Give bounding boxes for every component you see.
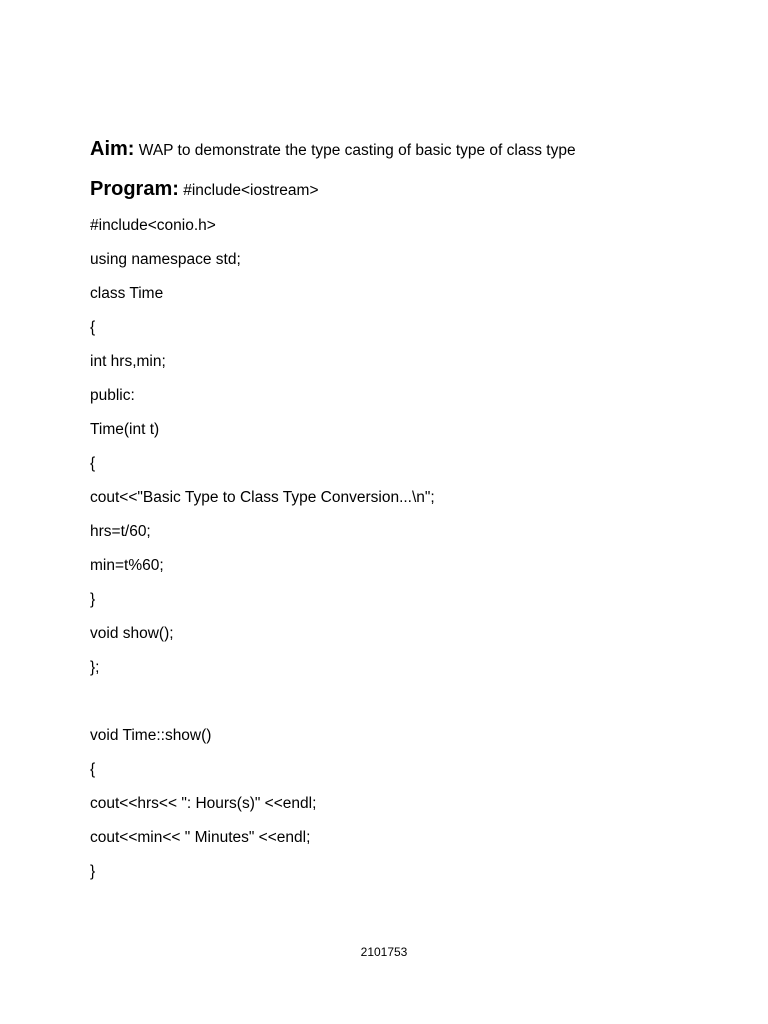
footer-roll-number: 2101753	[360, 945, 408, 959]
code-line: #include<conio.h>	[90, 217, 216, 234]
code-line: {	[90, 319, 96, 336]
code-line: }	[90, 591, 96, 608]
code-line: min=t%60;	[90, 557, 164, 574]
program-label: Program:	[90, 178, 179, 200]
code-line: using namespace std;	[90, 251, 241, 268]
code-line: cout<<"Basic Type to Class Type Conversion...\n";	[90, 489, 435, 506]
code-line: };	[90, 659, 100, 676]
aim-line	[90, 134, 710, 164]
code-line: }	[90, 863, 96, 880]
blank-line	[90, 685, 710, 719]
program-line	[90, 175, 710, 203]
code-line: cout<<min<< " Minutes" <<endl;	[90, 829, 311, 846]
code-line: cout<<hrs<< ": Hours(s)" <<endl;	[90, 795, 317, 812]
program-first-line: #include<iostream>	[178, 182, 319, 199]
aim-label: Aim:	[90, 138, 135, 160]
code-line: {	[90, 761, 96, 778]
aim-text: WAP to demonstrate the type casting of basic type of class type	[134, 142, 576, 159]
document-body	[90, 134, 710, 889]
code-block	[90, 209, 710, 889]
code-line: int hrs,min;	[90, 353, 166, 370]
code-line: void show();	[90, 625, 174, 642]
code-line: class Time	[90, 285, 164, 302]
code-line: void Time::show()	[90, 727, 212, 744]
code-line: hrs=t/60;	[90, 523, 151, 540]
code-line: {	[90, 455, 96, 472]
code-line: public:	[90, 387, 135, 404]
code-line: Time(int t)	[90, 421, 160, 438]
